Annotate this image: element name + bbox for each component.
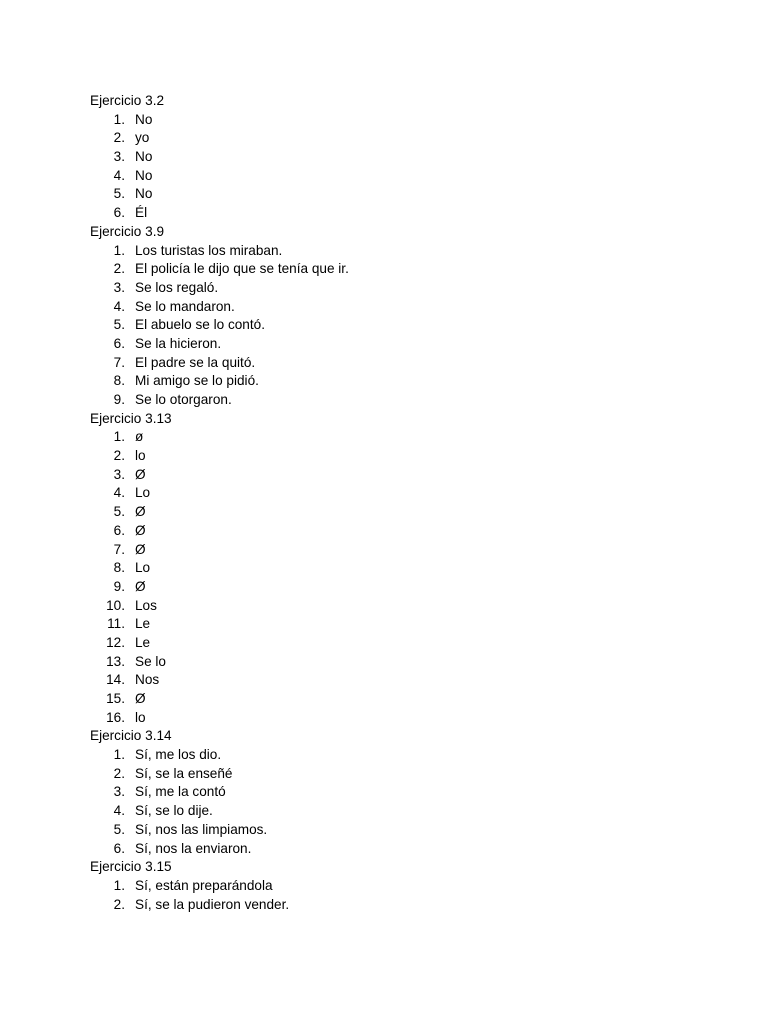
item-number: 12.: [106, 634, 125, 650]
item-answer: lo: [135, 448, 146, 464]
item-number: 2.: [113, 896, 125, 912]
list-item: [90, 653, 690, 672]
list-item: [90, 615, 690, 634]
item-answer: Se los regaló.: [135, 279, 219, 295]
list-item: [90, 466, 690, 485]
list-item: [90, 372, 690, 391]
list-item: [90, 242, 690, 261]
item-answer: Le: [135, 634, 151, 650]
item-number: 16.: [106, 709, 125, 725]
item-number: 4.: [113, 167, 125, 183]
item-answer: Sí, se la enseñé: [135, 765, 233, 781]
item-answer: Lo: [135, 560, 151, 576]
list-item: [90, 298, 690, 317]
answer-list: [90, 746, 690, 858]
item-answer: Él: [135, 205, 148, 221]
item-answer: Los: [135, 597, 157, 613]
item-answer: El policía le dijo que se tenía que ir.: [135, 261, 349, 277]
list-item: [90, 783, 690, 802]
item-answer: No: [135, 167, 153, 183]
item-answer: Sí, se lo dije.: [135, 803, 213, 819]
list-item: [90, 541, 690, 560]
item-number: 11.: [107, 616, 125, 632]
item-number: 5.: [113, 317, 125, 333]
list-item: [90, 204, 690, 223]
list-item: [90, 447, 690, 466]
list-item: [90, 335, 690, 354]
item-number: 6.: [113, 205, 125, 221]
item-number: 6.: [113, 522, 125, 538]
exercise-heading: Ejercicio 3.13: [90, 410, 172, 426]
answer-list: [90, 242, 690, 410]
item-answer: Los turistas los miraban.: [135, 242, 283, 258]
item-answer: Sí, están preparándola: [135, 877, 273, 893]
item-answer: No: [135, 149, 153, 165]
item-number: 6.: [113, 840, 125, 856]
item-answer: yo: [135, 130, 150, 146]
item-number: 5.: [113, 186, 125, 202]
list-item: [90, 559, 690, 578]
item-number: 5.: [113, 504, 125, 520]
item-answer: Ø: [135, 691, 146, 706]
list-item: [90, 391, 690, 410]
item-answer: Se lo mandaron.: [135, 298, 235, 314]
item-answer: No: [135, 111, 153, 127]
item-answer: No: [135, 186, 153, 202]
item-number: 6.: [113, 335, 125, 351]
item-answer: Se lo otorgaron.: [135, 392, 232, 407]
item-answer: Sí, se la pudieron vender.: [135, 896, 290, 912]
item-number: 4.: [113, 803, 125, 819]
item-number: 2.: [113, 765, 125, 781]
item-number: 7.: [113, 354, 125, 370]
item-number: 10.: [106, 597, 125, 613]
item-answer: ø: [135, 429, 144, 445]
item-answer: lo: [135, 709, 146, 725]
item-number: 3.: [113, 279, 125, 295]
item-number: 7.: [113, 541, 125, 557]
list-item: [90, 111, 690, 130]
item-answer: Ø: [135, 541, 146, 557]
list-item: [90, 260, 690, 279]
list-item: [90, 354, 690, 373]
item-answer: El padre se la quitó.: [135, 354, 256, 370]
item-number: 1.: [113, 747, 125, 763]
item-number: 15.: [106, 691, 125, 706]
item-number: 8.: [113, 373, 125, 389]
list-item: [90, 840, 690, 859]
list-item: [90, 746, 690, 765]
item-number: 2.: [113, 130, 125, 146]
list-item: [90, 821, 690, 840]
item-answer: El abuelo se lo contó.: [135, 317, 265, 333]
item-number: 1.: [113, 242, 125, 258]
list-item: [90, 690, 690, 709]
list-item: [90, 597, 690, 616]
list-item: [90, 522, 690, 541]
item-number: 3.: [113, 784, 125, 800]
item-answer: Ø: [135, 466, 146, 482]
answer-list: [90, 877, 690, 914]
list-item: [90, 503, 690, 522]
item-answer: Sí, me la contó: [135, 784, 226, 800]
item-number: 9.: [113, 578, 125, 594]
list-item: [90, 167, 690, 186]
item-number: 1.: [113, 877, 125, 893]
item-answer: Se la hicieron.: [135, 335, 222, 351]
item-answer: Sí, nos la enviaron.: [135, 840, 252, 856]
item-number: 3.: [113, 149, 125, 165]
list-item: [90, 802, 690, 821]
item-number: 4.: [113, 298, 125, 314]
item-answer: Ø: [135, 504, 146, 520]
item-number: 9.: [113, 392, 125, 407]
item-number: 1.: [113, 429, 125, 445]
exercise-heading: Ejercicio 3.9: [90, 223, 165, 239]
item-answer: Le: [135, 616, 151, 632]
list-item: [90, 148, 690, 167]
list-item: [90, 484, 690, 503]
item-number: 14.: [106, 672, 125, 688]
item-answer: Nos: [135, 672, 160, 688]
exercise-heading: Ejercicio 3.2: [90, 93, 165, 108]
list-item: [90, 877, 690, 896]
item-number: 2.: [113, 261, 125, 277]
exercise-heading: Ejercicio 3.14: [90, 728, 172, 744]
document-body: [90, 92, 690, 914]
item-number: 8.: [113, 560, 125, 576]
list-item: [90, 765, 690, 784]
item-answer: Sí, me los dio.: [135, 747, 222, 763]
list-item: [90, 185, 690, 204]
exercise-heading: Ejercicio 3.15: [90, 859, 172, 875]
answer-list: [90, 111, 690, 223]
item-number: 5.: [113, 821, 125, 837]
item-answer: Ø: [135, 522, 146, 538]
list-item: [90, 896, 690, 915]
answer-list: [90, 428, 690, 727]
list-item: [90, 129, 690, 148]
item-number: 13.: [106, 653, 125, 669]
list-item: [90, 709, 690, 728]
list-item: [90, 671, 690, 690]
item-answer: Mi amigo se lo pidió.: [135, 373, 259, 389]
item-number: 4.: [113, 485, 125, 501]
list-item: [90, 428, 690, 447]
item-answer: Lo: [135, 485, 151, 501]
list-item: [90, 279, 690, 298]
item-number: 1.: [113, 111, 125, 127]
item-answer: Sí, nos las limpiamos.: [135, 821, 268, 837]
item-number: 2.: [113, 448, 125, 464]
list-item: [90, 634, 690, 653]
item-answer: Ø: [135, 578, 146, 594]
list-item: [90, 316, 690, 335]
list-item: [90, 578, 690, 597]
item-answer: Se lo: [135, 653, 166, 669]
item-number: 3.: [113, 466, 125, 482]
